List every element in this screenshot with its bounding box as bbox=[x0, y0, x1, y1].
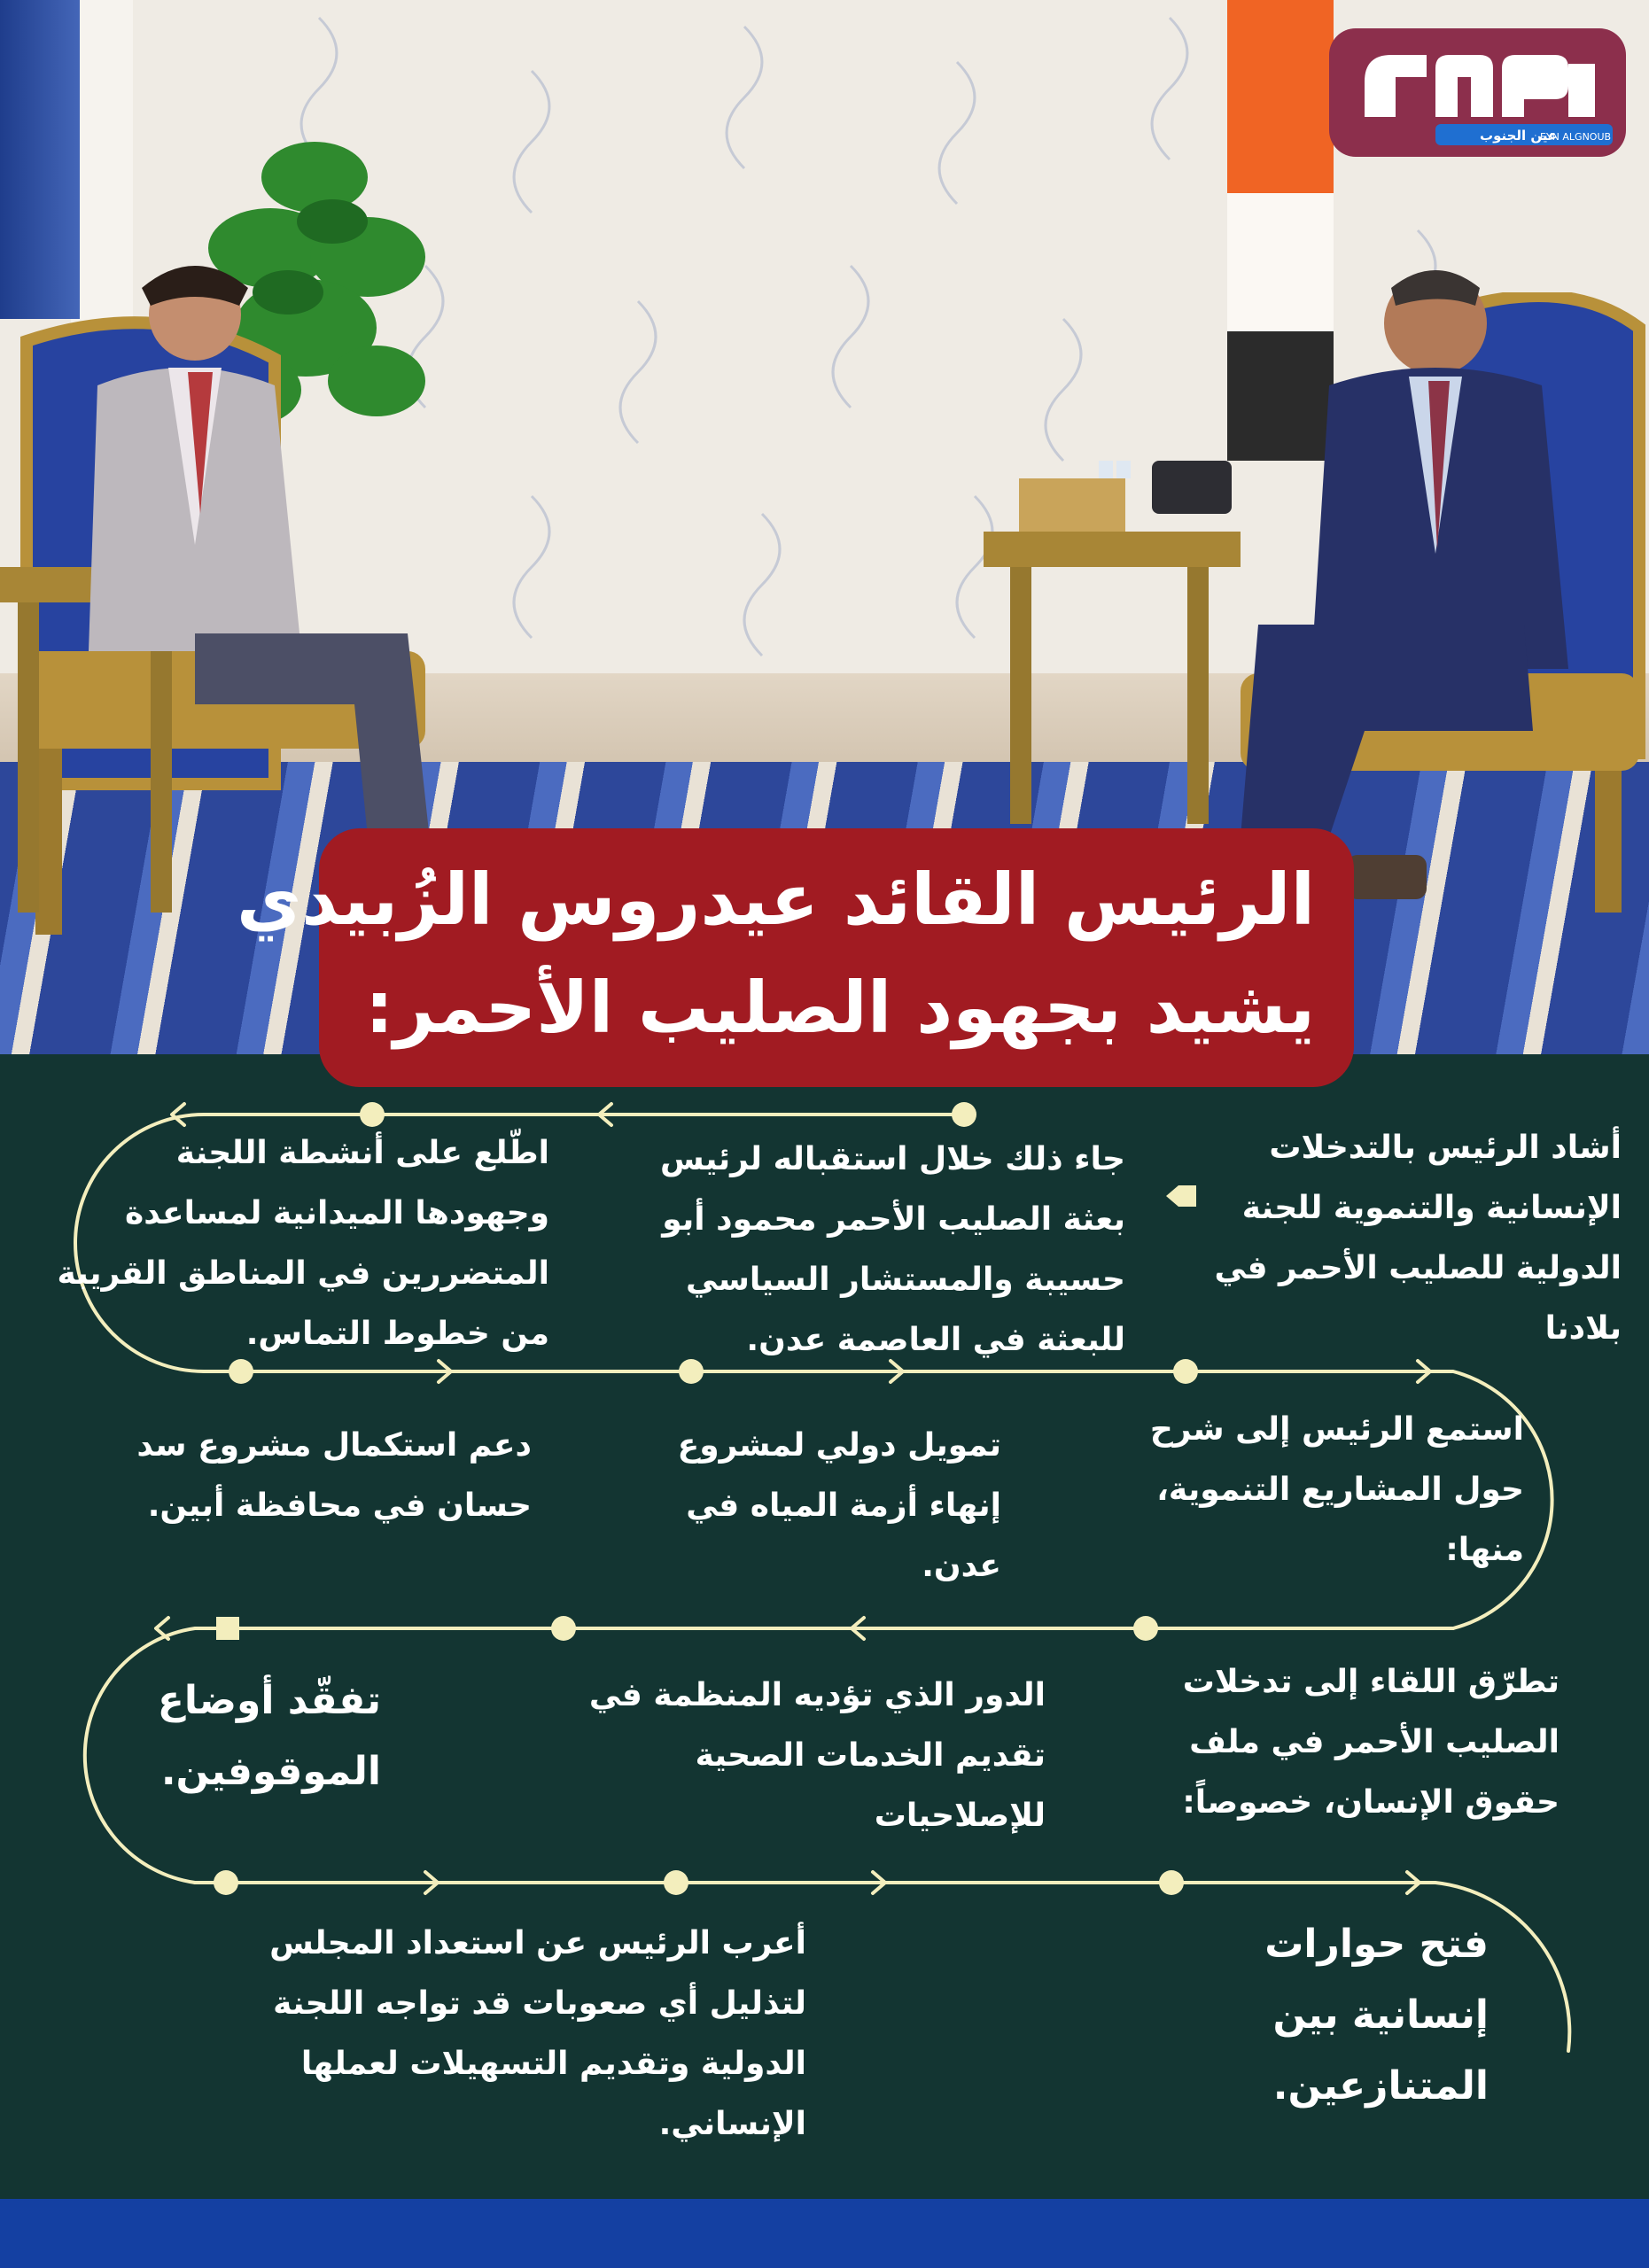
point-health-services: الدور الذي تؤديه المنظمة في تقديم الخدمات الصحية للإصلاحيات bbox=[588, 1677, 1046, 1834]
point-aden-water: تمويل دولي لمشروع إنهاء أزمة المياه في عدن. bbox=[677, 1427, 1001, 1584]
title-banner bbox=[236, 828, 1354, 1087]
title-line-1: الرئيس القائد عيدروس الزُبيدي bbox=[236, 858, 1315, 941]
point-detainees: تفقّد أوضاع الموقوفين. bbox=[157, 1678, 381, 1794]
point-projects: استمع الرئيس إلى شرح حول المشاريع التنموية، منها: bbox=[1149, 1411, 1524, 1568]
eyn-aljanoub-logo bbox=[1329, 28, 1626, 157]
logo-arabic-text: عين الجنوب bbox=[1480, 128, 1558, 144]
curtain bbox=[0, 0, 80, 319]
point-dialogues: فتح حوارات إنسانية بين المتنازعين. bbox=[1264, 1922, 1489, 2109]
point-reception: جاء ذلك خلال استقباله لرئيس بعثة الصليب الأحمر محمود أبو حسيبة والمستشار السياسي للبعثة في العاصمة عدن. bbox=[660, 1141, 1125, 1358]
logo-latin-text: EYN ALGNOUB bbox=[1540, 131, 1612, 143]
title-line-2: يشيد بجهود الصليب الأحمر: bbox=[365, 967, 1315, 1049]
point-praise: أشاد الرئيس بالتدخلات الإنسانية والتنموية للجنة الدولية للصليب الأحمر في بلادنا bbox=[1214, 1130, 1622, 1347]
point-facilitation: أعرب الرئيس عن استعداد المجلس لتذليل أي صعوبات قد تواجه اللجنة الدولية وتقديم التسهيلات لعملها الإنساني. bbox=[269, 1925, 806, 2142]
point-human-rights: تطرّق اللقاء إلى تدخلات الصليب الأحمر في ملف حقوق الإنسان، خصوصاً: bbox=[1182, 1664, 1560, 1821]
point-field-efforts: اطّلع على أنشطة اللجنة وجهودها الميدانية لمساعدة المتضررين في المناطق القريبة من خطوط التماس. bbox=[57, 1135, 549, 1352]
point-hassan-dam: دعم استكمال مشروع سد حسان في محافظة أبين. bbox=[136, 1427, 532, 1524]
footer-bar bbox=[0, 2199, 1649, 2268]
